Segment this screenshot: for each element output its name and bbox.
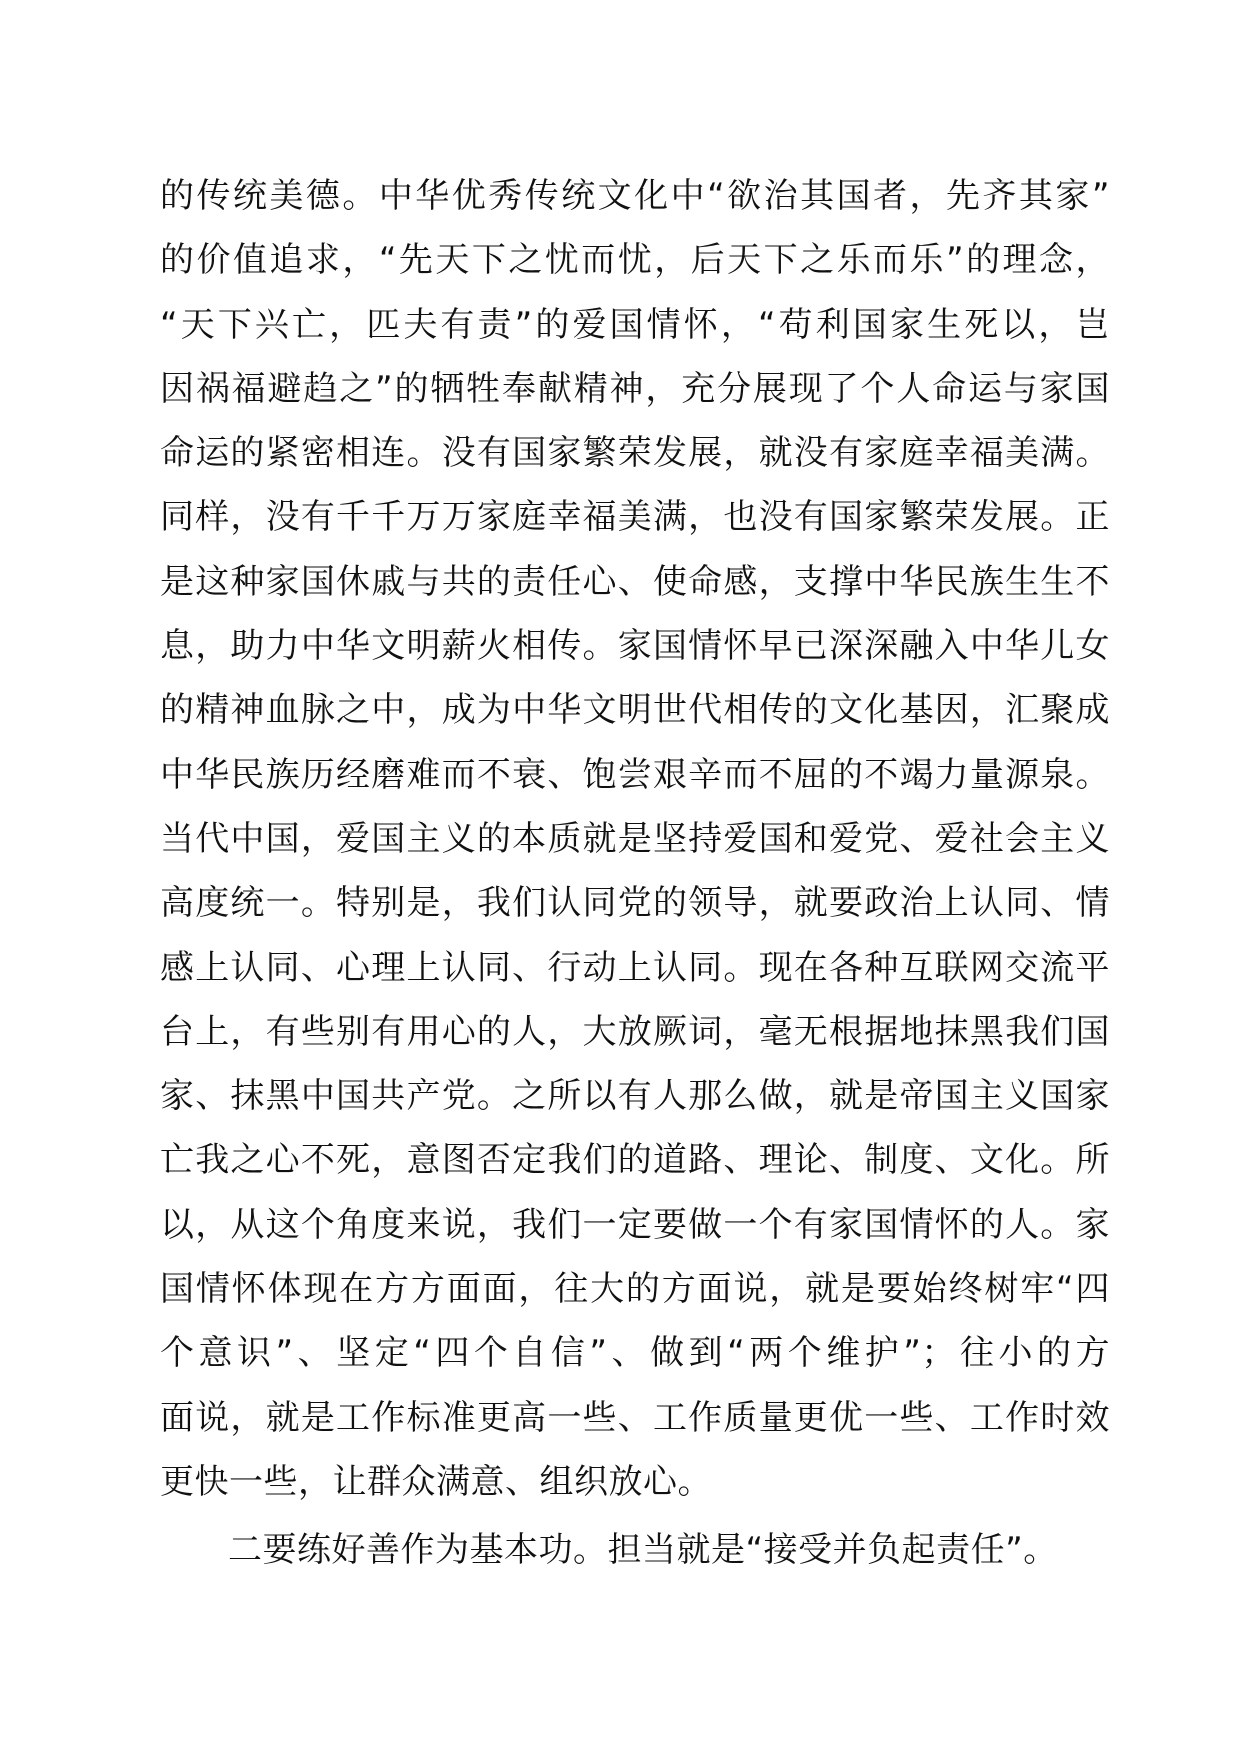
text-line: 息，助力中华文明薪火相传。家国情怀早已深深融入中华儿女 — [160, 626, 1110, 667]
text-line: 的精神血脉之中，成为中华文明世代相传的文化基因，汇聚成 — [160, 690, 1110, 731]
text-line: 高度统一。特别是，我们认同党的领导，就要政治上认同、情 — [160, 883, 1110, 924]
text-line: 中华民族历经磨难而不衰、饱尝艰辛而不屈的不竭力量源泉。 — [160, 754, 1110, 795]
text-line: 的价值追求，“先天下之忧而忧，后天下之乐而乐”的理念， — [160, 240, 1110, 281]
text-line: 同样，没有千千万万家庭幸福美满，也没有国家繁荣发展。正 — [160, 497, 1110, 538]
text-line: 是这种家国休戚与共的责任心、使命感，支撑中华民族生生不 — [160, 561, 1110, 602]
text-line: 更快一些，让群众满意、组织放心。 — [160, 1461, 712, 1502]
text-line: 以，从这个角度来说，我们一定要做一个有家国情怀的人。家 — [160, 1204, 1110, 1245]
text-line: 家、抹黑中国共产党。之所以有人那么做，就是帝国主义国家 — [160, 1076, 1110, 1117]
text-line: 国情怀体现在方方面面，往大的方面说，就是要始终树牢“四 — [160, 1269, 1110, 1310]
text-line: 的传统美德。中华优秀传统文化中“欲治其国者，先齐其家” — [160, 176, 1110, 216]
text-line: 亡我之心不死，意图否定我们的道路、理论、制度、文化。所 — [160, 1140, 1110, 1181]
paragraph-2-line: 二要练好善作为基本功。担当就是“接受并负起责任”。 — [228, 1530, 1058, 1571]
body-text — [160, 164, 1110, 1583]
text-line: 当代中国，爱国主义的本质就是坚持爱国和爱党、爱社会主义 — [160, 818, 1110, 859]
text-line: 感上认同、心理上认同、行动上认同。现在各种互联网交流平 — [160, 947, 1110, 988]
text-line: 命运的紧密相连。没有国家繁荣发展，就没有家庭幸福美满。 — [160, 433, 1110, 474]
text-line: “天下兴亡，匹夫有责”的爱国情怀，“苟利国家生死以，岂 — [160, 304, 1110, 345]
text-line: 个意识”、坚定“四个自信”、做到“两个维护”；往小的方 — [160, 1333, 1110, 1374]
text-line: 因祸福避趋之”的牺牲奉献精神，充分展现了个人命运与家国 — [160, 368, 1110, 409]
text-line: 面说，就是工作标准更高一些、工作质量更优一些、工作时效 — [160, 1397, 1110, 1438]
text-line: 台上，有些别有用心的人，大放厥词，毫无根据地抹黑我们国 — [160, 1011, 1110, 1052]
